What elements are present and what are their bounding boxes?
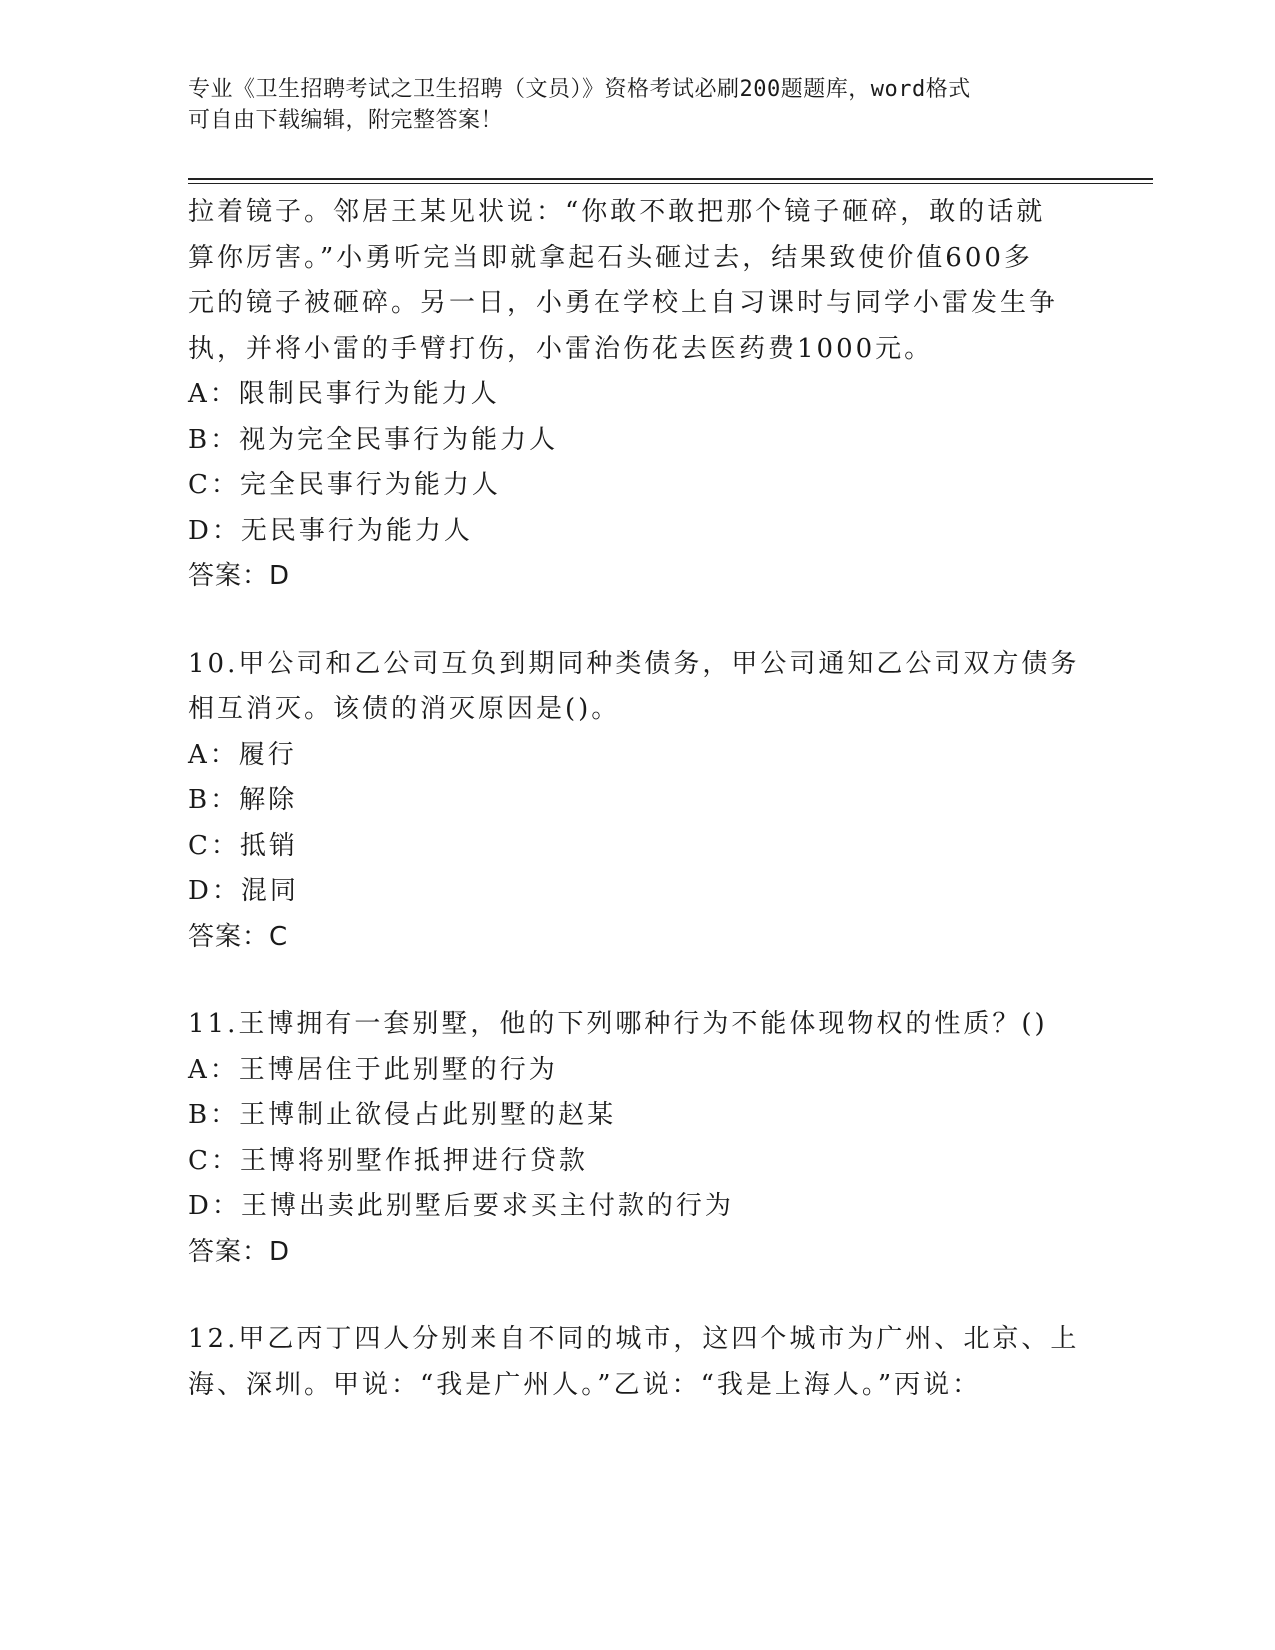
answer-line: 答案：C [188,921,289,952]
option-d: D：混同 [188,876,299,906]
option-c: C：抵销 [188,830,298,861]
question-10 [188,642,1088,961]
spacer [188,960,1088,1002]
header-line-2: 可自由下载编辑，附完整答案！ [188,108,504,133]
question-11 [188,1002,1088,1275]
question-text-line: 拉着镜子。邻居王某见状说：“你敢不敢把那个镜子砸碎，敢的话就 [188,197,1046,227]
document-header [188,74,1068,136]
header-line-1: 专业《卫生招聘考试之卫生招聘（文员）》资格考试必刷200题题库，word格式 [188,77,971,102]
option-a: A：履行 [188,739,297,770]
question-text-line: 10.甲公司和乙公司互负到期同种类债务，甲公司通知乙公司双方债务 [188,648,1080,679]
answer-line: 答案：D [188,1236,291,1267]
question-text-line: 元的镜子被砸碎。另一日，小勇在学校上自习课时与同学小雷发生争 [188,288,1059,318]
option-c: C：完全民事行为能力人 [188,470,501,500]
option-b: B：解除 [188,785,298,815]
option-a: A：限制民事行为能力人 [188,379,500,409]
question-text-line: 11.王博拥有一套别墅，他的下列哪种行为不能体现物权的性质？() [188,1009,1048,1039]
question-9 [188,190,1088,600]
question-text-line: 算你厉害。”小勇听完当即就拿起石头砸过去，结果致使价值600多 [188,242,1033,273]
option-c: C：王博将别墅作抵押进行贷款 [188,1145,588,1176]
document-body [188,190,1088,1408]
question-text-line: 海、深圳。甲说：“我是广州人。”乙说：“我是上海人。”丙说： [188,1369,982,1400]
question-text-line: 12.甲乙丙丁四人分别来自不同的城市，这四个城市为广州、北京、上 [188,1324,1080,1354]
answer-line: 答案：D [188,561,291,591]
spacer [188,1275,1088,1317]
option-d: D：无民事行为能力人 [188,515,473,546]
header-divider [188,178,1153,184]
option-b: B：王博制止欲侵占此别墅的赵某 [188,1100,617,1130]
question-12 [188,1317,1088,1408]
spacer [188,600,1088,642]
question-text-line: 相互消灭。该债的消灭原因是()。 [188,694,621,724]
option-b: B：视为完全民事行为能力人 [188,424,559,455]
option-a: A：王博居住于此别墅的行为 [188,1054,558,1085]
option-d: D：王博出卖此别墅后要求买主付款的行为 [188,1191,734,1221]
question-text-line: 执，并将小雷的手臂打伤，小雷治伤花去医药费1000元。 [188,333,934,364]
